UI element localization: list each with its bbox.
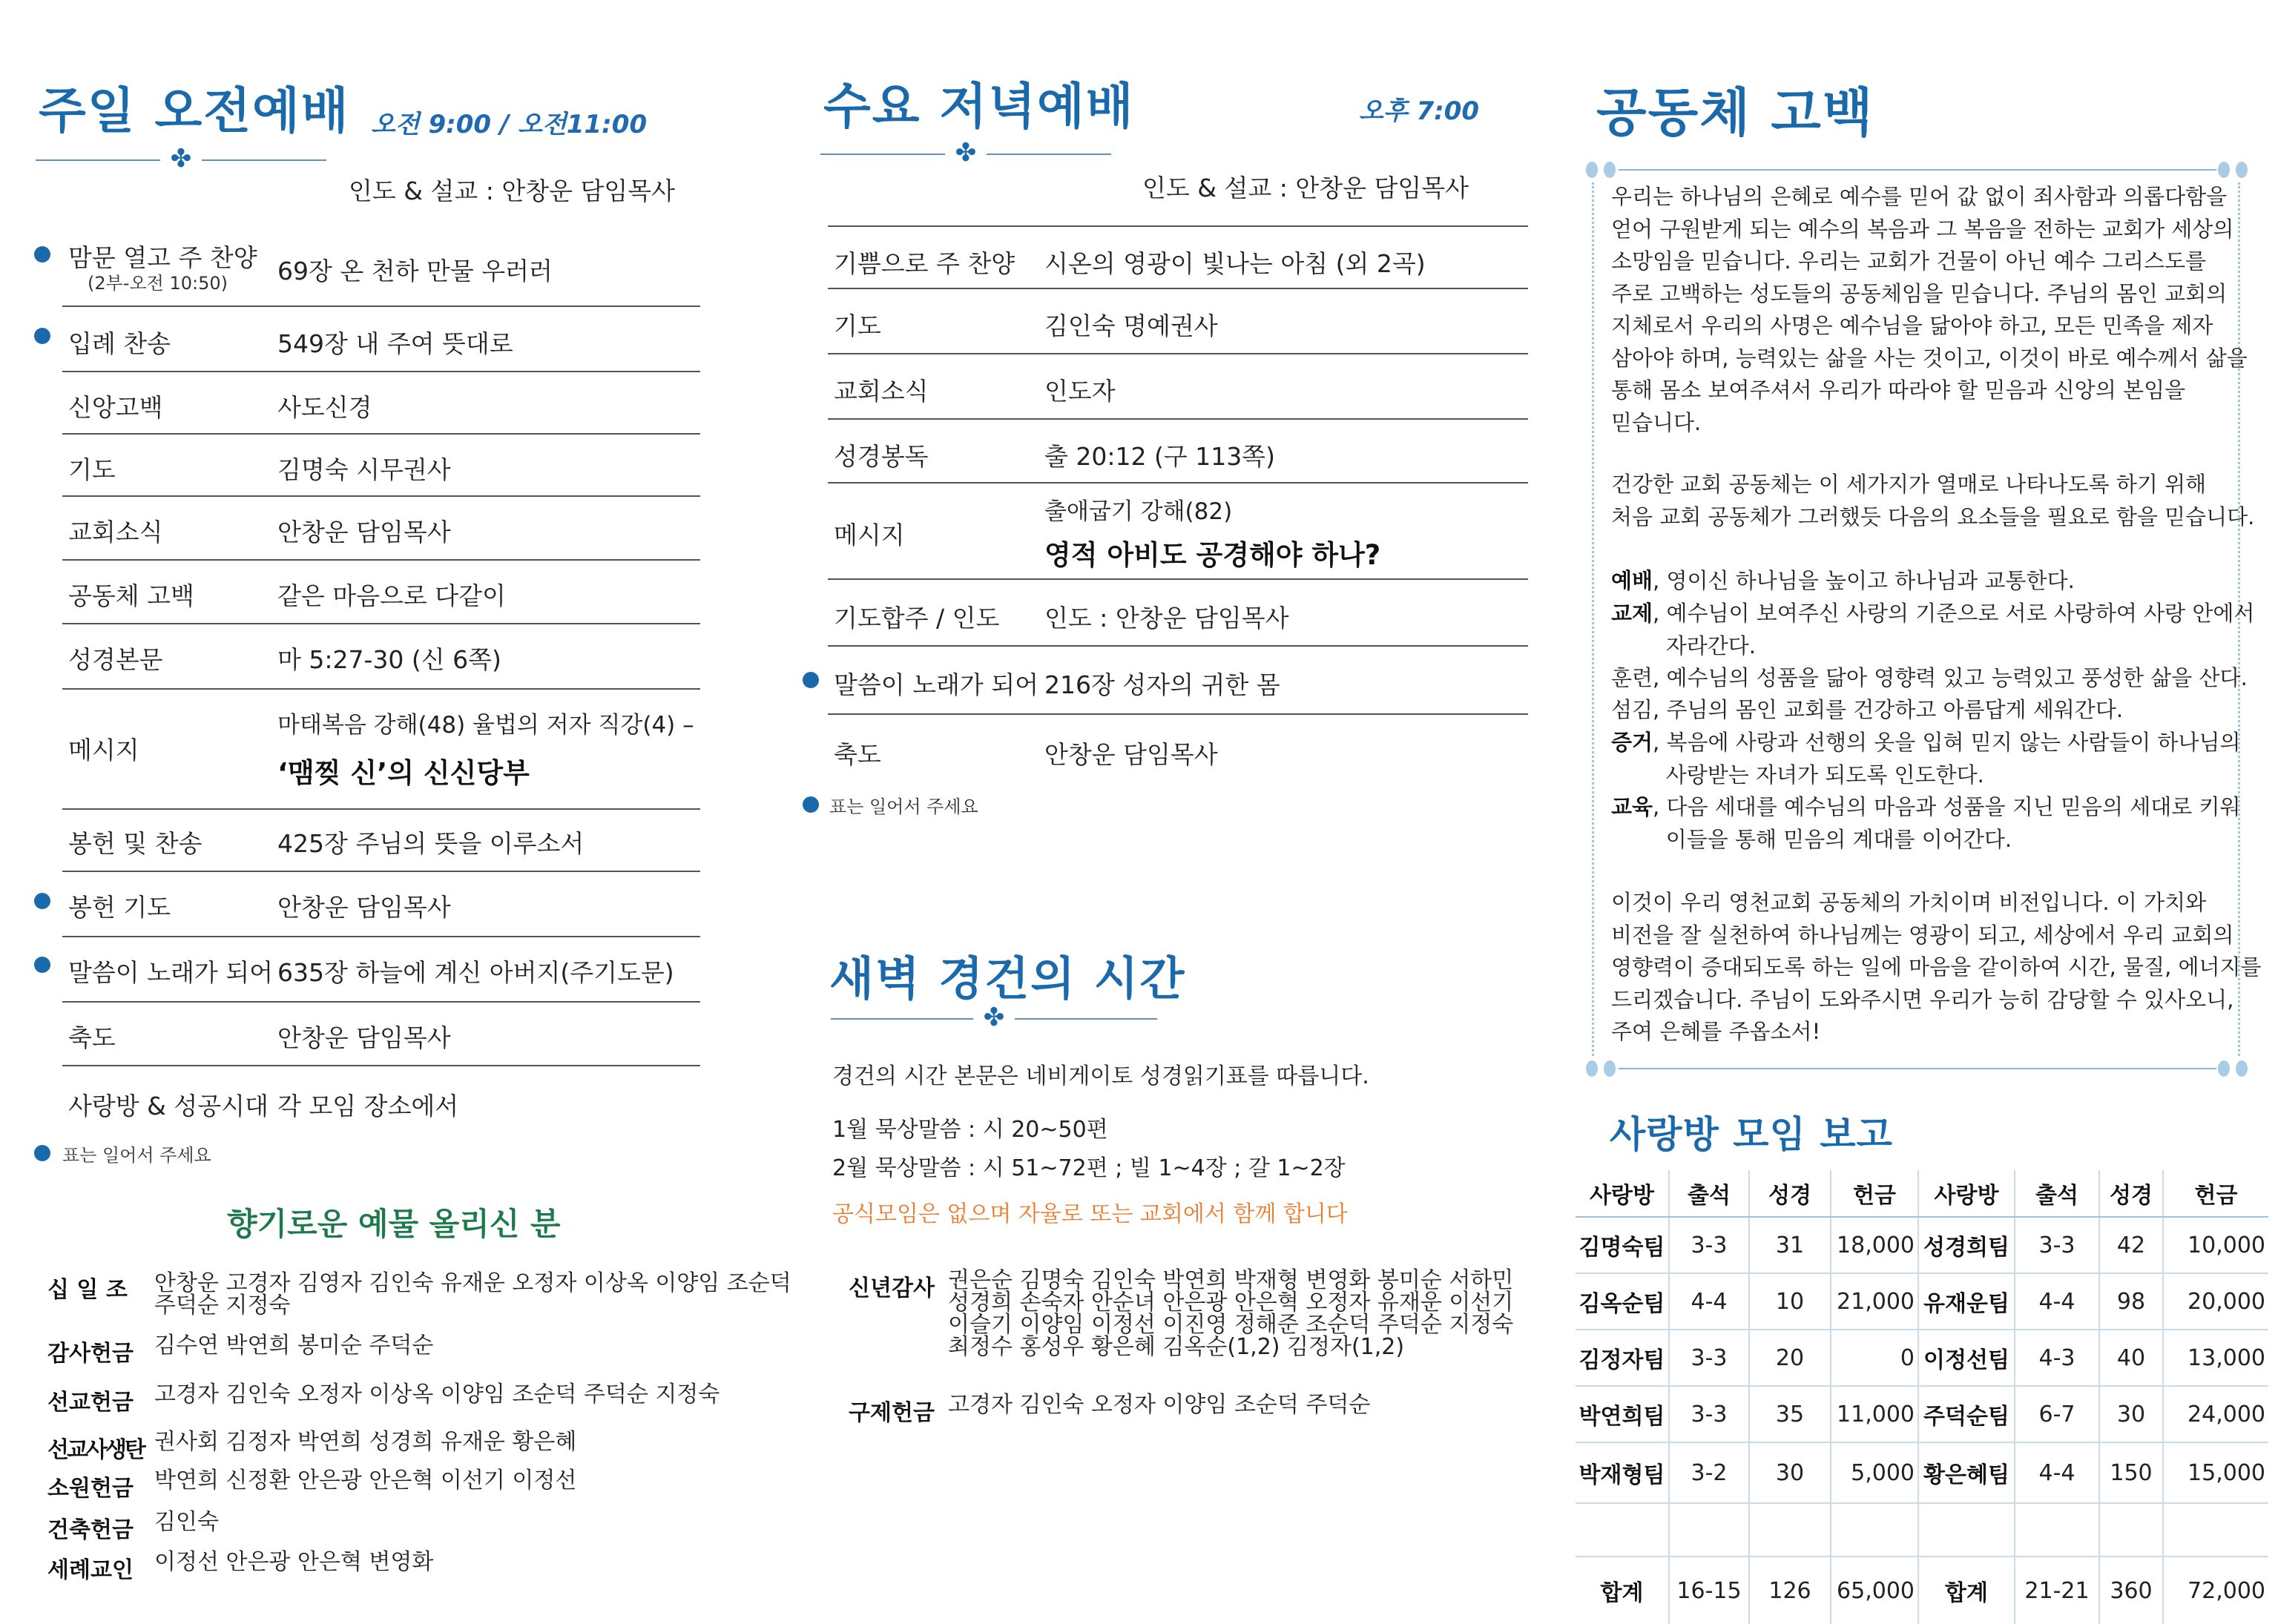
row-label: 사랑방 & 성공시대	[68, 1092, 269, 1120]
attendance: 4-4	[2015, 1273, 2099, 1330]
confession-p2: 건강한 교회 공동체는 이 세가지가 열매로 나타나도록 하기 위해 처음 교회 공동체가 그러했듯 다음의 요소들을 필요로 함을 믿습니다.	[1611, 472, 2255, 529]
offering-amount: 72,000	[2163, 1557, 2268, 1624]
table-row	[1576, 1330, 2268, 1386]
wednesday-column	[786, 0, 1543, 1620]
row-value: 같은 마음으로 다같이	[277, 581, 506, 610]
attendance: 21-21	[2015, 1557, 2099, 1624]
confession-item	[1611, 598, 2254, 662]
group-name: 이정선팀	[1918, 1330, 2015, 1386]
bible: 98	[2099, 1273, 2163, 1330]
stand-dot-icon	[34, 893, 50, 909]
item-key: 섬김	[1611, 697, 1653, 722]
offering-names: 안창운 고경자 김영자 김인숙 유재운 오정자 이상옥 이양임 조순덕 주덕순 지정숙	[154, 1270, 791, 1318]
clover-icon: ✤	[170, 144, 192, 174]
confession-box-bottom	[1619, 1068, 2216, 1069]
dawn-feb: 2월 묵상말씀 : 시 51~72편 ; 빌 1~4장 ; 갈 1~2장	[832, 1155, 1346, 1181]
offering-label: 감사헌금	[47, 1341, 134, 1367]
order-row	[62, 433, 700, 497]
group-name: 박연희팀	[1576, 1386, 1669, 1442]
offering-label: 세례교인	[47, 1557, 134, 1583]
confession-p3: 이것이 우리 영천교회 공동체의 가치이며 비전입니다. 이 가치와 비전을 잘 실천하여 하나님께는 영광이 되고, 세상에서 우리 교회의 영향력이 증대되도록 하는 일에 마음을 같이하여 시간, 물질, 에너지를 드리겠습니다. 주님이 도와주시면 우리가 능히 감당할 수 있사오니, 주여 은혜를 주옵소서!	[1611, 890, 2262, 1044]
order-row	[828, 225, 1528, 289]
bible: 35	[1749, 1386, 1831, 1442]
bible: 42	[2099, 1217, 2163, 1273]
item-text: , 복음에 사랑과 선행의 옷을 입혀 믿지 않는 사람들이 하나님의 사랑받는 자녀가 되도록 인도한다.	[1653, 730, 2241, 788]
offering-names: 권사회 김정자 박연희 성경희 유재운 황은혜	[154, 1429, 577, 1455]
sunday-leader: 인도 & 설교 : 안창운 담임목사	[349, 176, 675, 205]
dot-decoration-icon	[2236, 162, 2248, 178]
sermon-title: 영적 아비도 공경해야 하나?	[1044, 539, 1381, 571]
wednesday-divider	[820, 139, 1111, 169]
sermon-title: ‘맴찢 신’의 신신당부	[277, 757, 530, 789]
row-label: 말씀이 노래가 되어	[68, 958, 274, 987]
offering-names: 김인숙	[154, 1509, 219, 1535]
dot-decoration-icon	[2218, 1060, 2230, 1077]
item-text: , 예수님의 성품을 닮아 영향력 있고 능력있고 풍성한 삶을 산다.	[1653, 665, 2248, 690]
order-row	[828, 418, 1528, 483]
order-row	[828, 578, 1528, 647]
row-value: 출애굽기 강해(82)	[1044, 498, 1233, 525]
order-row	[62, 371, 700, 435]
order-row	[62, 306, 700, 372]
offering-amount: 11,000	[1831, 1386, 1918, 1442]
bible: 40	[2099, 1330, 2163, 1386]
offering-amount: 20,000	[2163, 1273, 2268, 1330]
row-value: 마 5:27-30 (신 6쪽)	[277, 645, 501, 674]
item-key: 증거	[1611, 730, 1653, 755]
bible: 30	[2099, 1386, 2163, 1442]
table-row	[1576, 1442, 2268, 1503]
bible: 360	[2099, 1557, 2163, 1624]
order-row	[62, 936, 700, 1003]
offering-label: 십 일 조	[47, 1277, 128, 1303]
col-header: 성경	[1749, 1170, 1831, 1217]
row-value: 216장 성자의 귀한 몸	[1044, 670, 1280, 699]
newyear-label: 신년감사	[849, 1275, 935, 1301]
item-text: , 예수님이 보여주신 사랑의 기준으로 서로 사랑하여 사랑 안에서 자라간다.	[1653, 601, 2255, 658]
row-label: 축도	[68, 1023, 116, 1052]
group-name: 성경희팀	[1918, 1217, 2015, 1273]
stand-dot-icon	[34, 1145, 50, 1161]
total-label: 합계	[1600, 1580, 1644, 1606]
row-label: 축도	[834, 740, 881, 769]
confession-title: 공동체 고백	[1596, 82, 1874, 143]
offering-label: 건축헌금	[47, 1517, 134, 1543]
row-label: 교회소식	[68, 518, 163, 547]
row-label: 입례 찬송	[68, 329, 171, 358]
clover-icon: ✤	[955, 138, 977, 168]
row-value: 안창운 담임목사	[1044, 740, 1218, 769]
bible: 10	[1749, 1273, 1831, 1330]
offering-label: 선교사생탄	[47, 1437, 144, 1463]
report-header-row	[1576, 1170, 2268, 1217]
row-label: 공동체 고백	[68, 581, 194, 610]
group-name: 김옥순팀	[1576, 1273, 1669, 1330]
offering-title: 향기로운 예물 올리신 분	[227, 1206, 561, 1242]
row-value: 인도 : 안창운 담임목사	[1044, 604, 1289, 633]
offering-amount: 5,000	[1831, 1442, 1918, 1503]
group-name: 김정자팀	[1576, 1330, 1669, 1386]
row-label: 메시지	[68, 736, 139, 765]
order-row	[828, 645, 1528, 715]
row-label: 맘문 열고 주 찬양	[68, 243, 257, 272]
row-label: 기쁨으로 주 찬양	[834, 249, 1015, 278]
order-row	[828, 288, 1528, 354]
stand-dot-icon	[803, 796, 819, 813]
attendance: 3-3	[1669, 1330, 1749, 1386]
row-label: 기도합주 / 인도	[834, 604, 1000, 633]
dot-decoration-icon	[1604, 1060, 1616, 1077]
table-row	[1576, 1273, 2268, 1330]
row-label: 기도	[68, 455, 116, 484]
group-name: 박재형팀	[1576, 1442, 1669, 1503]
total-label: 합계	[1918, 1557, 2015, 1624]
row-value: 각 모임 장소에서	[277, 1092, 459, 1120]
confession-item	[1611, 694, 2123, 727]
row-value: 인도자	[1044, 377, 1116, 406]
order-row	[62, 1065, 700, 1132]
row-label: 신앙고백	[68, 393, 163, 422]
bible: 20	[1749, 1330, 1831, 1386]
item-key: 교제	[1611, 601, 1653, 626]
attendance: 16-15	[1669, 1557, 1749, 1624]
attendance: 4-4	[2015, 1442, 2099, 1503]
row-value: 시온의 영광이 빛나는 아침 (외 2곡)	[1044, 249, 1426, 278]
row-label: 성경본문	[68, 645, 163, 674]
offering-names: 박연희 신정환 안은광 안은혁 이선기 이정선	[154, 1468, 577, 1493]
offering-names: 이정선 안은광 안은혁 변영화	[154, 1549, 434, 1575]
order-row	[62, 688, 700, 810]
confession-item	[1611, 727, 2241, 791]
order-row	[62, 623, 700, 690]
newyear-names: 권은순 김명숙 김인숙 박연희 박재형 변영화 봉미순 서하민 성경희 손숙자 안순녀 안은광 안은혁 오정자 유재운 이선기 이슬기 이양임 이정선 이진영 정해준 조순덕 주덕순 지정숙 최정수 홍성우 황은혜 김옥순(1,2) 김정자(1,2)	[948, 1267, 1514, 1360]
relief-label: 구제헌금	[849, 1400, 935, 1426]
sunday-divider	[36, 145, 326, 175]
col-header: 출석	[1669, 1170, 1749, 1217]
row-label: 성경봉독	[834, 442, 929, 471]
confession-column	[1565, 0, 2278, 1620]
row-label: 메시지	[834, 521, 905, 549]
row-label: 기도	[834, 311, 881, 340]
col-header: 헌금	[2163, 1170, 2268, 1217]
bible: 30	[1749, 1442, 1831, 1503]
wednesday-time: 오후 7:00	[1359, 96, 1480, 126]
row-value: 마태복음 강해(48) 율법의 저자 직강(4) –	[277, 712, 694, 739]
row-sublabel: (2부-오전 10:50)	[88, 273, 228, 294]
row-value: 사도신경	[277, 393, 372, 422]
order-row	[828, 713, 1528, 780]
stand-dot-icon	[34, 246, 50, 263]
order-row	[62, 1001, 700, 1066]
col-header: 사랑방	[1576, 1170, 1669, 1217]
wednesday-leader: 인도 & 설교 : 안창운 담임목사	[1142, 174, 1469, 202]
report-title: 사랑방 모임 보고	[1610, 1113, 1893, 1156]
group-name: 황은혜팀	[1918, 1442, 2015, 1503]
offering-amount: 21,000	[1831, 1273, 1918, 1330]
row-value: 안창운 담임목사	[277, 1023, 451, 1052]
offering-amount: 10,000	[2163, 1217, 2268, 1273]
offering-amount: 13,000	[2163, 1330, 2268, 1386]
row-value: 김인숙 명예권사	[1044, 311, 1218, 340]
dot-decoration-icon	[2236, 1060, 2248, 1077]
col-header: 헌금	[1831, 1170, 1918, 1217]
col-header: 성경	[2099, 1170, 2163, 1217]
sunday-title: 주일 오전예배	[39, 82, 350, 139]
table-row	[1576, 1217, 2268, 1273]
wednesday-order	[828, 224, 1528, 788]
order-row	[828, 482, 1528, 580]
stand-dot-icon	[34, 957, 50, 973]
attendance: 3-3	[1669, 1217, 1749, 1273]
sunday-time: 오전 9:00 / 오전11:00	[371, 110, 648, 139]
dot-decoration-icon	[1586, 1060, 1598, 1077]
attendance: 4-4	[1669, 1273, 1749, 1330]
order-row	[62, 559, 700, 624]
item-text: , 주님의 몸인 교회를 건강하고 아름답게 세워간다.	[1653, 697, 2124, 722]
group-name: 주덕순팀	[1918, 1386, 2015, 1442]
col-header: 사랑방	[1918, 1170, 2015, 1217]
row-value: 549장 내 주여 뜻대로	[277, 329, 513, 358]
dot-decoration-icon	[1604, 162, 1616, 178]
order-row	[828, 353, 1528, 420]
row-label: 봉헌 기도	[68, 893, 171, 922]
col-header: 출석	[2015, 1170, 2099, 1217]
row-value: 출 20:12 (구 113쪽)	[1044, 442, 1275, 471]
row-value: 김명숙 시무권사	[277, 455, 451, 484]
report-table	[1576, 1170, 2268, 1624]
offering-amount: 0	[1831, 1330, 1918, 1386]
offering-amount: 65,000	[1831, 1557, 1918, 1624]
attendance: 4-3	[2015, 1330, 2099, 1386]
item-key: 훈련	[1611, 665, 1653, 690]
row-label: 봉헌 및 찬송	[68, 829, 203, 858]
dot-decoration-icon	[2218, 162, 2230, 178]
table-row-total	[1576, 1557, 2268, 1624]
offering-names: 김수연 박연희 봉미순 주덕순	[154, 1333, 434, 1359]
table-row	[1576, 1386, 2268, 1442]
group-name: 유재운팀	[1918, 1273, 2015, 1330]
dawn-divider	[831, 1004, 1157, 1034]
dawn-intro: 경건의 시간 본문은 네비게이토 성경읽기표를 따릅니다.	[832, 1063, 1369, 1089]
dot-decoration-icon	[1586, 162, 1598, 178]
dawn-jan: 1월 묵상말씀 : 시 20~50편	[832, 1117, 1108, 1143]
offering-amount: 15,000	[2163, 1442, 2268, 1503]
order-row	[62, 808, 700, 872]
row-value: 안창운 담임목사	[277, 518, 451, 547]
offering-amount: 24,000	[2163, 1386, 2268, 1442]
group-name: 김명숙팀	[1576, 1217, 1669, 1273]
row-value: 69장 온 천하 만물 우러러	[277, 257, 553, 285]
order-row	[62, 224, 700, 307]
relief-names: 고경자 김인숙 오정자 이양임 조순덕 주덕순	[948, 1392, 1371, 1418]
offering-label: 선교헌금	[47, 1390, 134, 1416]
item-text: , 영이신 하나님을 높이고 하나님과 교통한다.	[1653, 568, 2075, 593]
confession-item	[1611, 791, 2241, 856]
row-value: 635장 하늘에 계신 아버지(주기도문)	[277, 958, 674, 987]
confession-p1: 우리는 하나님의 은혜로 예수를 믿어 값 없이 죄사함과 의롭다함을 얻어 구원받게 되는 예수의 복음과 그 복음을 전하는 교회가 세상의 소망임을 믿습니다. 우리는 교회가 건물이 아닌 예수 그리스도를 주로 고백하는 성도들의 공동체임을 믿습니다. 주님의 몸인 교회의 지체로서 우리의 사명은 예수님을 닮아야 하고, 모든 민족을 제자 삼아야 하며, 능력있는 삶을 사는 것이고, 이것이 바로 예수께서 삶을 통해 몸소 보여주셔서 우리가 따라야 할 믿음과 신앙의 본임을 믿습니다.	[1611, 184, 2248, 435]
stand-dot-icon	[803, 672, 819, 688]
confession-item	[1611, 662, 2248, 695]
sunday-column	[0, 0, 791, 1620]
clover-icon: ✤	[983, 1003, 1005, 1032]
attendance: 3-3	[2015, 1217, 2099, 1273]
stand-note: 표는 일어서 주세요	[62, 1145, 211, 1166]
item-key: 교육	[1611, 794, 1653, 819]
bible: 150	[2099, 1442, 2163, 1503]
confession-item	[1611, 565, 2075, 598]
item-key: 예배	[1611, 568, 1653, 593]
item-text: , 다음 세대를 예수님의 마음과 성품을 지닌 믿음의 세대로 키워 이들을 통해 믿음의 계대를 이어간다.	[1653, 794, 2241, 852]
attendance: 3-3	[1669, 1386, 1749, 1442]
dawn-notice: 공식모임은 없으며 자율로 또는 교회에서 함께 합니다	[832, 1201, 1348, 1227]
bible: 31	[1749, 1217, 1831, 1273]
attendance: 6-7	[2015, 1386, 2099, 1442]
offering-label: 소원헌금	[47, 1476, 134, 1502]
wednesday-title: 수요 저녁예배	[823, 78, 1135, 135]
row-label: 교회소식	[834, 377, 929, 406]
offering-names: 고경자 김인숙 오정자 이상옥 이양임 조순덕 주덕순 지정숙	[154, 1382, 720, 1407]
order-row	[62, 495, 700, 561]
row-value: 425장 주님의 뜻을 이루소서	[277, 829, 585, 858]
offering-amount: 18,000	[1831, 1217, 1918, 1273]
bible: 126	[1749, 1557, 1831, 1624]
order-row	[62, 871, 700, 937]
confession-box-top	[1619, 169, 2216, 171]
table-row-blank	[1576, 1503, 2268, 1557]
dawn-title: 새벽 경건의 시간	[829, 951, 1186, 1006]
row-value: 안창운 담임목사	[277, 893, 451, 922]
attendance: 3-2	[1669, 1442, 1749, 1503]
stand-dot-icon	[34, 328, 50, 344]
row-label: 말씀이 노래가 되어	[834, 670, 1039, 699]
stand-note: 표는 일어서 주세요	[829, 796, 978, 817]
sunday-order	[62, 224, 700, 1143]
